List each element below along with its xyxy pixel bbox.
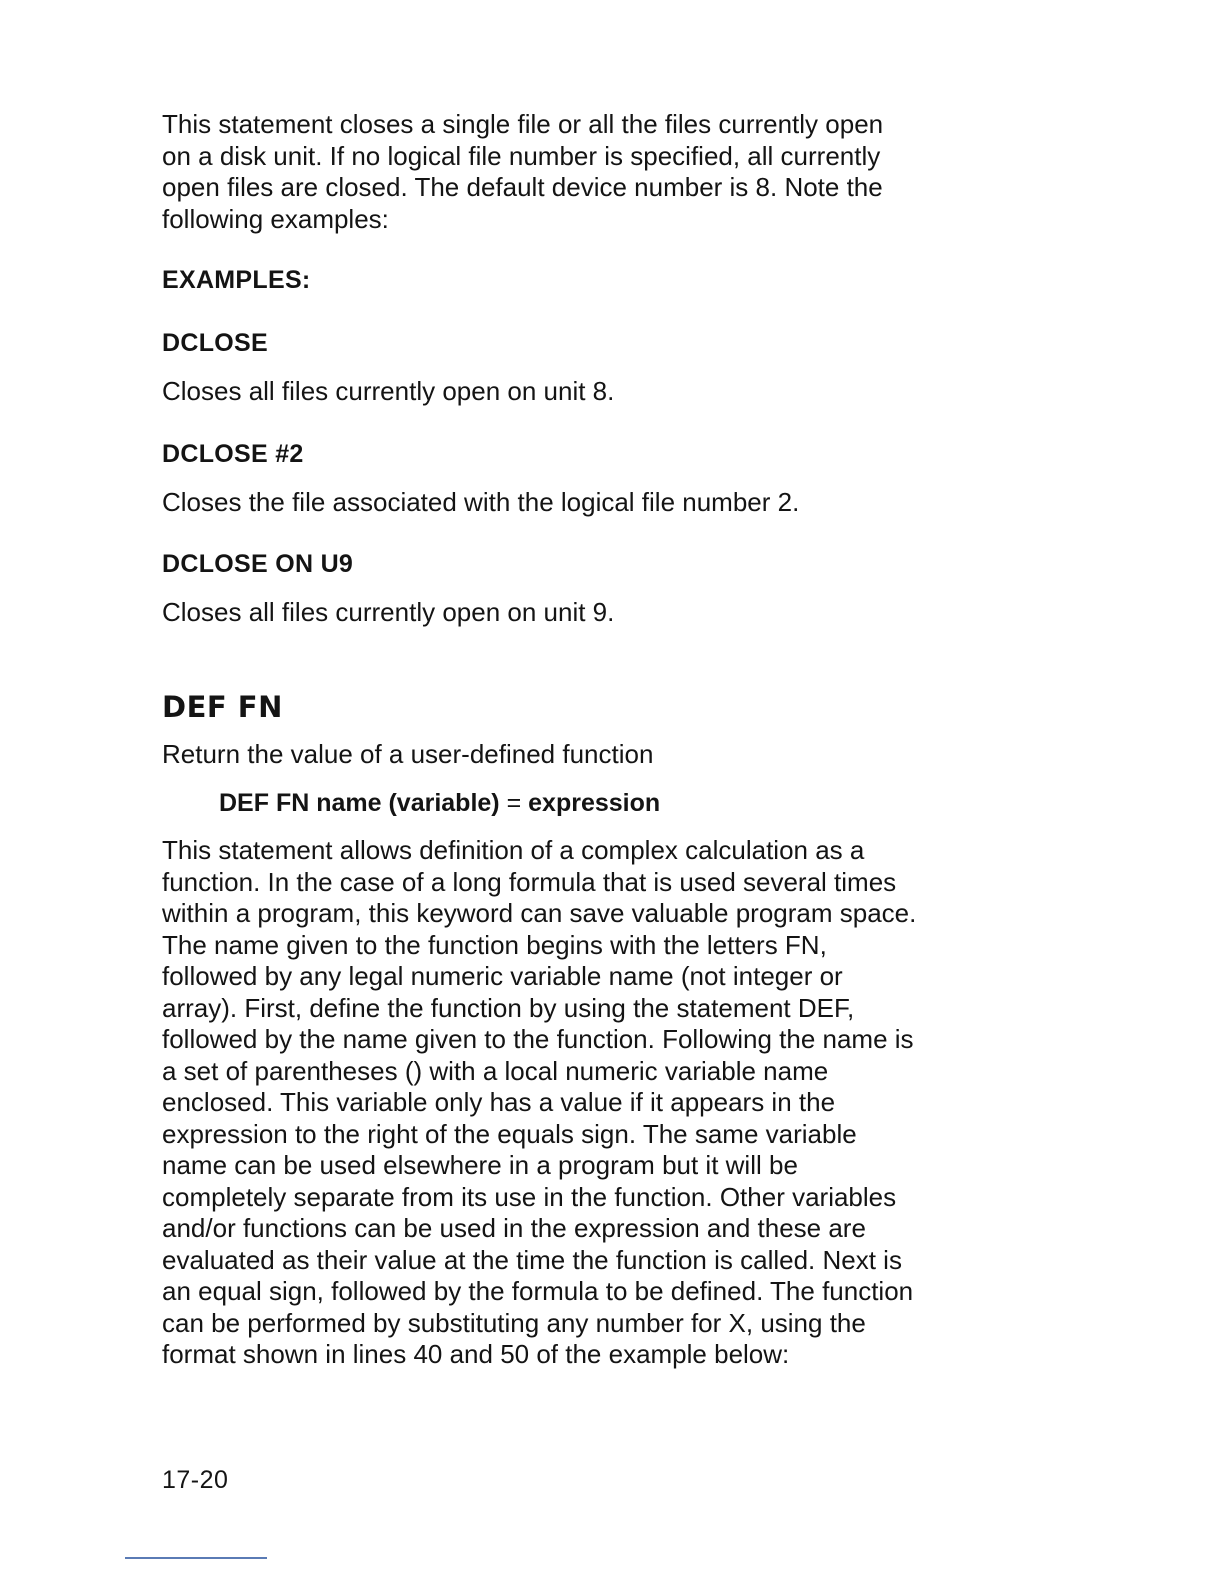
example-command: DCLOSE	[162, 329, 268, 357]
examples-heading: EXAMPLES:	[162, 266, 311, 294]
text-line: function. In the case of a long formula that is used several times	[162, 866, 897, 897]
section-title: DEF FN	[162, 690, 283, 724]
description-paragraph	[162, 835, 916, 1371]
text-line: evaluated as their value at the time the function is called. Next is	[162, 1244, 902, 1275]
text-line: array). First, define the function by using the statement DEF,	[162, 992, 855, 1023]
text-line: This statement closes a single file or all the files currently open	[162, 109, 884, 139]
example-command: DCLOSE ON U9	[162, 550, 354, 578]
text-line: followed by any legal numeric variable name (not integer or	[162, 961, 843, 991]
text-line: open files are closed. The default device number is 8. Note the	[162, 172, 883, 202]
example-description: Closes all files currently open on unit 8.	[162, 376, 615, 406]
text-line: This statement allows definition of a complex calculation as a	[162, 835, 865, 865]
syntax-equals: =	[506, 789, 522, 817]
example-command: DCLOSE #2	[162, 440, 304, 468]
text-line: format shown in lines 40 and 50 of the example below:	[162, 1339, 790, 1369]
text-line: within a program, this keyword can save valuable program space.	[162, 898, 917, 928]
text-line: expression to the right of the equals sign. The same variable	[162, 1118, 857, 1149]
syntax-keyword: DEF FN name (variable)	[219, 789, 500, 817]
bottom-divider	[125, 1557, 267, 1559]
text-line: name can be used elsewhere in a program but it will be	[162, 1150, 798, 1180]
example-description: Closes all files currently open on unit 9.	[162, 597, 615, 627]
example-description: Closes the file associated with the logical file number 2.	[162, 487, 800, 517]
intro-paragraph	[162, 109, 883, 235]
text-line: an equal sign, followed by the formula to be defined. The function	[162, 1276, 914, 1306]
page-number: 17-20	[162, 1466, 229, 1494]
text-line: can be performed by substituting any number for X, using the	[162, 1307, 866, 1338]
text-line: The name given to the function begins with the letters FN,	[162, 929, 827, 960]
section-subtitle: Return the value of a user-defined function	[162, 739, 654, 769]
text-line: on a disk unit. If no logical file number is specified, all currently	[162, 140, 881, 171]
text-line: followed by the name given to the function. Following the name is	[162, 1024, 914, 1054]
text-line: completely separate from its use in the function. Other variables	[162, 1181, 897, 1212]
syntax-expression: expression	[528, 789, 661, 817]
text-line: following examples:	[162, 203, 389, 234]
text-line: and/or functions can be used in the expression and these are	[162, 1213, 866, 1243]
text-line: enclosed. This variable only has a value if it appears in the	[162, 1087, 836, 1117]
syntax-line	[219, 789, 660, 818]
text-line: a set of parentheses () with a local numeric variable name	[162, 1055, 829, 1086]
